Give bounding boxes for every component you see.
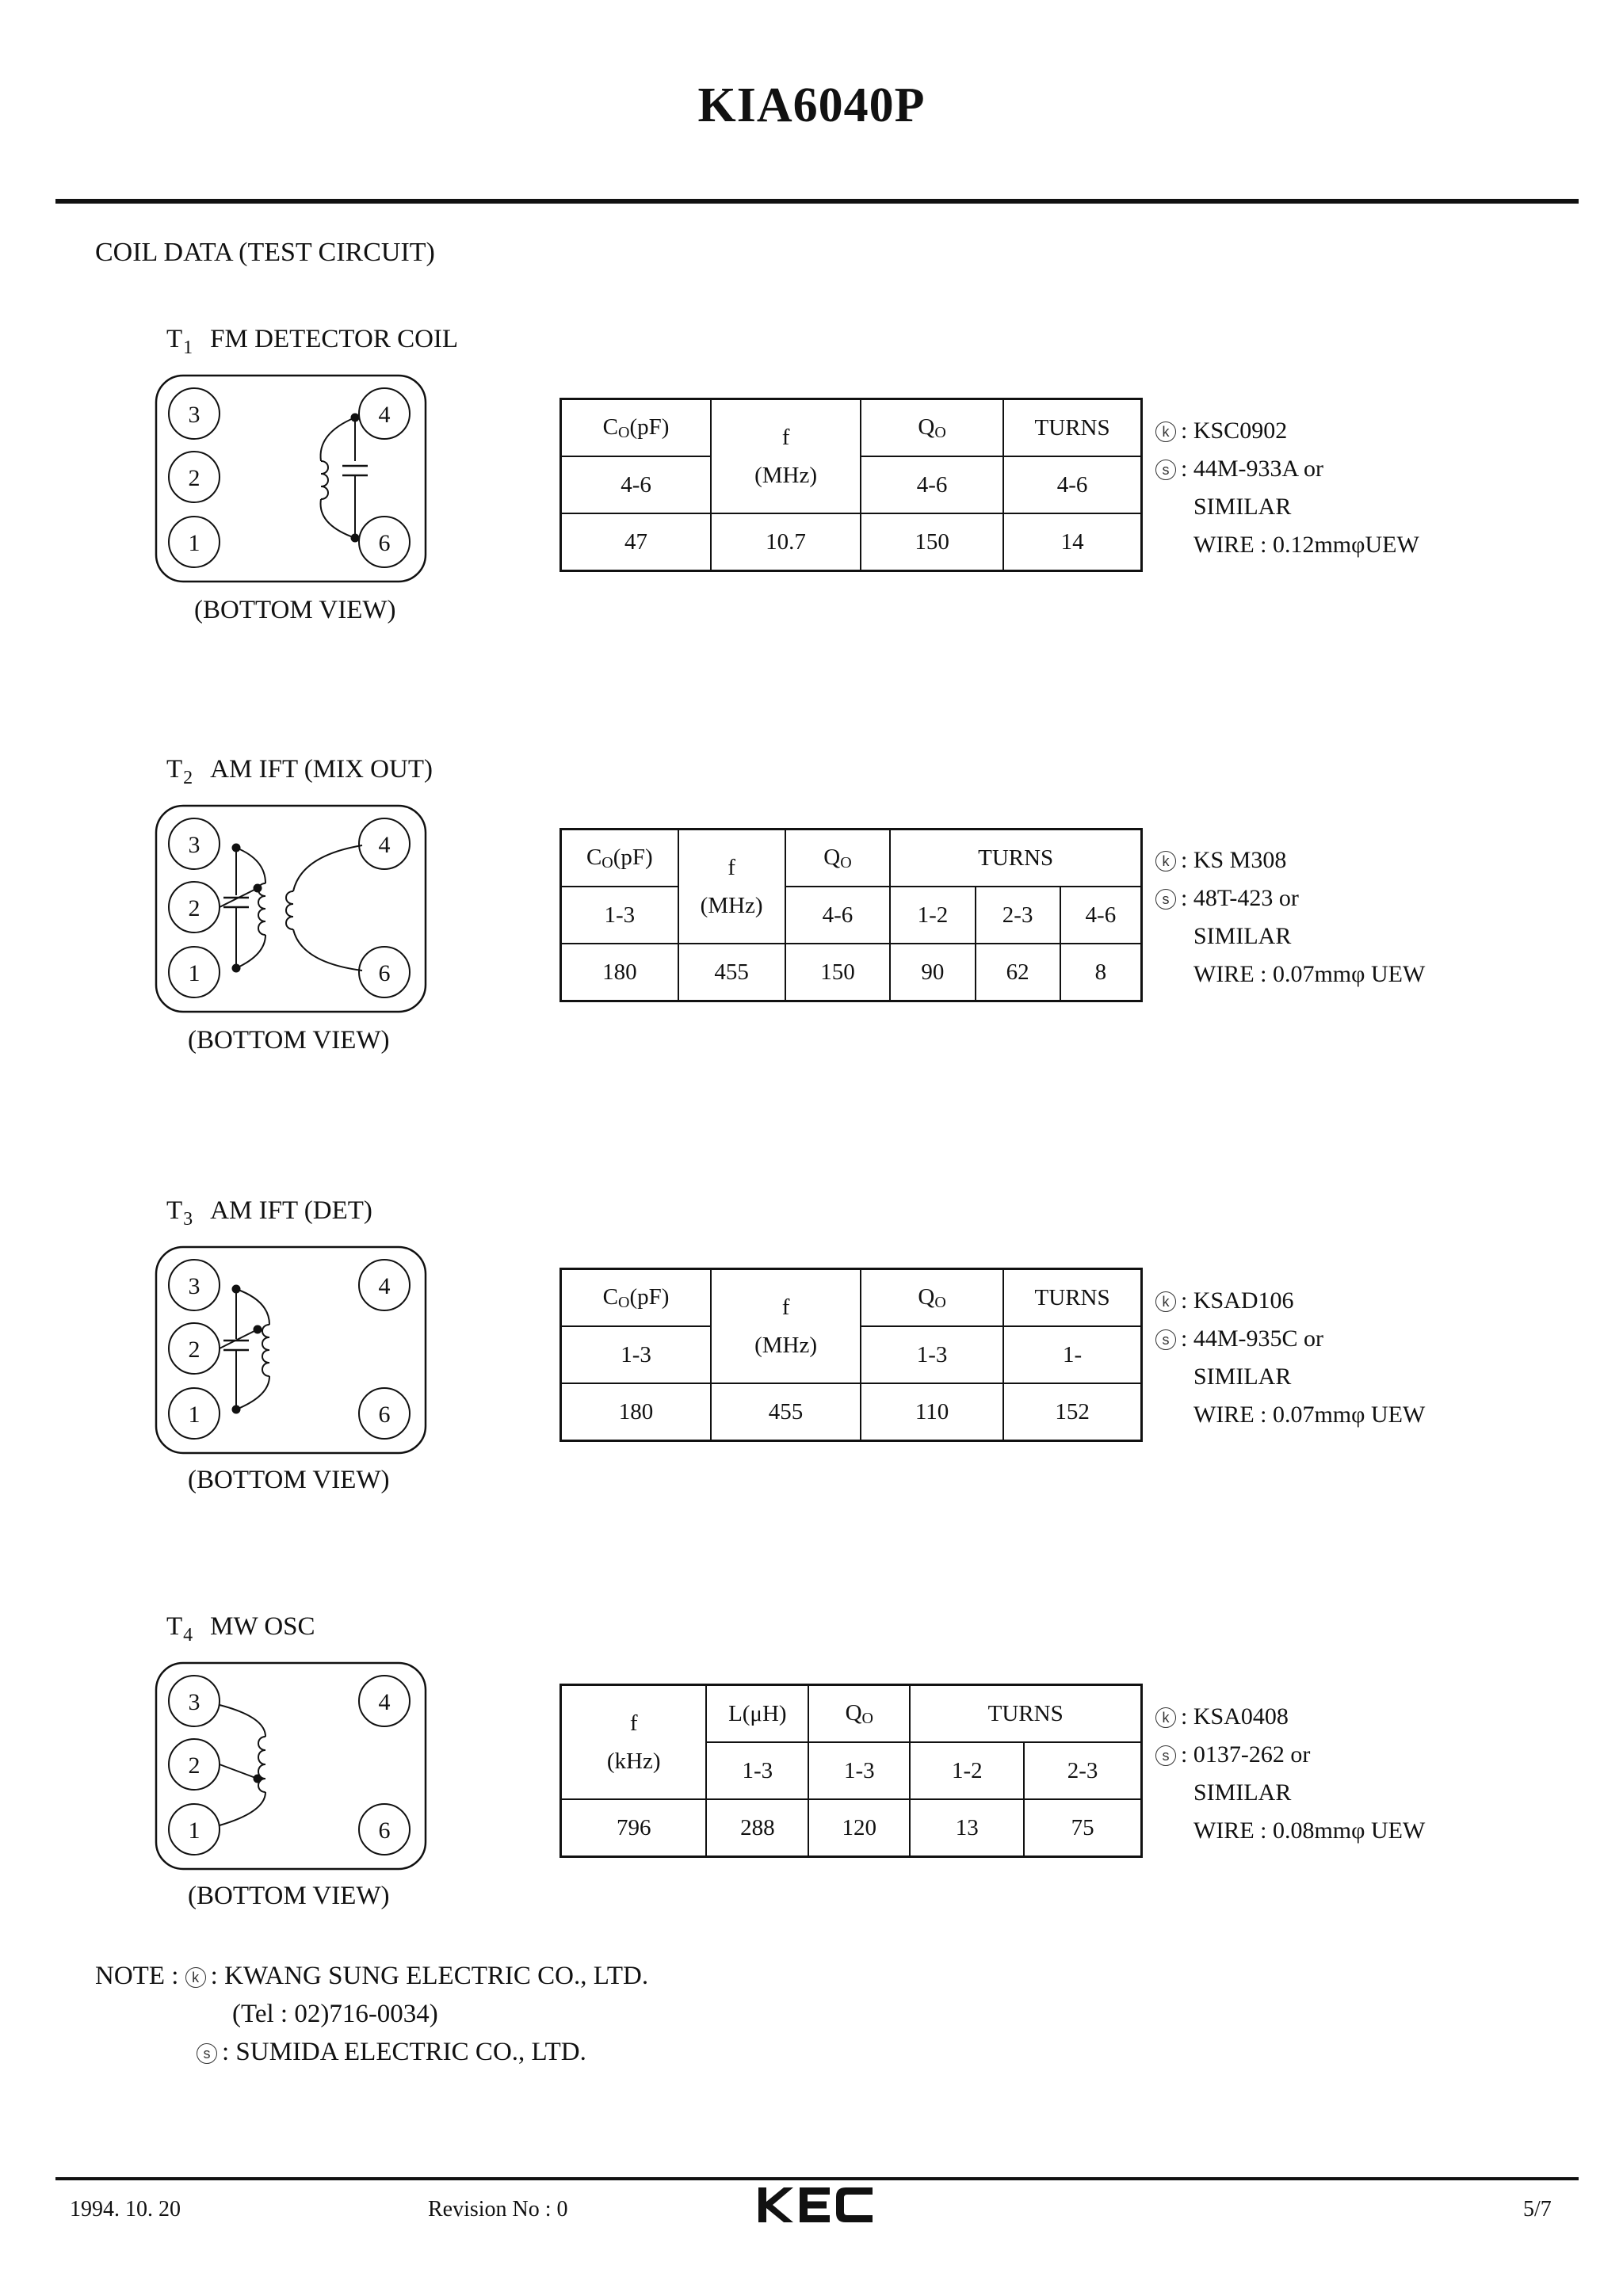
pin-6 [359, 947, 410, 997]
kec-logo [757, 2183, 874, 2227]
svg-text:3: 3 [188, 1273, 200, 1299]
footer-date: 1994. 10. 20 [70, 2197, 181, 2222]
coil-title-t1: $T_1$ FM DETECTOR COIL [166, 325, 459, 358]
svg-text:1: 1 [188, 960, 200, 986]
svg-text:2: 2 [188, 1337, 200, 1363]
bottom-view-label: (BOTTOM VIEW) [188, 1882, 390, 1910]
pin-2 [169, 1323, 220, 1374]
coil-title-t2: $T_2$ AM IFT (MIX OUT) [166, 755, 433, 788]
svg-text:1: 1 [188, 1402, 200, 1428]
pin-6 [359, 1804, 410, 1855]
coil-winding-symbol [321, 414, 368, 542]
svg-text:6: 6 [378, 1402, 391, 1428]
svg-text:2: 2 [188, 465, 200, 491]
t2-pin-diagram [155, 804, 428, 1014]
svg-text:2: 2 [188, 895, 200, 921]
pin-4 [359, 1676, 410, 1726]
pin-6 [359, 1388, 410, 1439]
svg-text:4: 4 [378, 402, 391, 428]
coil-title-t4: $T_4$ MW OSC [166, 1612, 315, 1646]
pin-1 [169, 1388, 220, 1439]
svg-text:1: 1 [188, 1817, 200, 1844]
pin-3 [169, 1676, 220, 1726]
t2-spec-table: CO(pF) f (MHz) QO TURNS 1-3 4-6 1-2 2-3 4-6 180 455 150 90 62 8 [559, 828, 1143, 1002]
t2-supplier-info: k : KS M308 s : 48T-423 or SIMILAR WIRE : 0.07mmφ UEW [1155, 841, 1425, 994]
bottom-view-label: (BOTTOM VIEW) [188, 1466, 390, 1494]
pin-3 [169, 388, 220, 439]
kwang-sung-mark: k [185, 1967, 206, 1988]
sumida-mark: s [1155, 889, 1176, 910]
pin-3 [169, 1260, 220, 1310]
t1-pin-diagram [155, 374, 428, 584]
note-block: NOTE : k : KWANG SUNG ELECTRIC CO., LTD. (Tel : 02)716-0034) s : SUMIDA ELECTRIC CO., LTD. [95, 1962, 649, 2066]
t3-supplier-info: k : KSAD106 s : 44M-935C or SIMILAR WIRE : 0.07mmφ UEW [1155, 1282, 1425, 1434]
sumida-mark: s [1155, 1745, 1176, 1766]
pin-2 [169, 1739, 220, 1790]
t4-pin-diagram [155, 1661, 428, 1871]
t4-supplier-info: k : KSA0408 s : 0137-262 or SIMILAR WIRE : 0.08mmφ UEW [1155, 1698, 1425, 1850]
sumida-mark: s [197, 2043, 217, 2064]
document-title: KIA6040P [697, 78, 926, 132]
pin-4 [359, 818, 410, 869]
coil-title-t3: $T_3$ AM IFT (DET) [166, 1196, 372, 1230]
pin-4 [359, 1260, 410, 1310]
pin-2 [169, 452, 220, 502]
svg-text:2: 2 [188, 1753, 200, 1779]
svg-text:6: 6 [378, 960, 391, 986]
pin-6 [359, 517, 410, 567]
bottom-view-label: (BOTTOM VIEW) [188, 1026, 390, 1055]
kwang-sung-mark: k [1155, 851, 1176, 871]
pin-1 [169, 947, 220, 997]
footer-rule [55, 2177, 1579, 2180]
pin-2 [169, 882, 220, 933]
coil-winding-symbol [220, 1705, 265, 1825]
pin-1 [169, 517, 220, 567]
svg-text:4: 4 [378, 1689, 391, 1715]
svg-text:6: 6 [378, 530, 391, 556]
svg-text:6: 6 [378, 1817, 391, 1844]
kwang-sung-mark: k [1155, 1707, 1176, 1728]
section-title: COIL DATA (TEST CIRCUIT) [95, 238, 435, 267]
t1-spec-table: CO(pF) f (MHz) QO TURNS 4-6 4-6 4-6 47 10.7 150 14 [559, 398, 1143, 572]
pin-4 [359, 388, 410, 439]
t3-spec-table: CO(pF) f (MHz) QO TURNS 1-3 1-3 1- 180 455 110 152 [559, 1268, 1143, 1442]
svg-text:3: 3 [188, 832, 200, 858]
coil-winding-symbol [220, 845, 362, 972]
svg-text:4: 4 [378, 832, 391, 858]
sumida-mark: s [1155, 1329, 1176, 1350]
header-rule [55, 199, 1579, 204]
pin-1 [169, 1804, 220, 1855]
t3-pin-diagram [155, 1245, 428, 1455]
svg-text:4: 4 [378, 1273, 391, 1299]
footer-revision: Revision No : 0 [428, 2197, 568, 2222]
coil-winding-symbol [220, 1286, 269, 1413]
bottom-view-label: (BOTTOM VIEW) [194, 596, 396, 624]
svg-text:3: 3 [188, 402, 200, 428]
sumida-mark: s [1155, 460, 1176, 480]
kwang-sung-mark: k [1155, 1291, 1176, 1312]
kwang-sung-mark: k [1155, 421, 1176, 442]
svg-text:1: 1 [188, 530, 200, 556]
svg-text:3: 3 [188, 1689, 200, 1715]
t4-spec-table: f (kHz) L(μH) QO TURNS 1-3 1-3 1-2 2-3 796 288 120 13 75 [559, 1684, 1143, 1858]
pin-3 [169, 818, 220, 869]
t1-supplier-info: k : KSC0902 s : 44M-933A or SIMILAR WIRE : 0.12mmφUEW [1155, 412, 1419, 564]
footer-page-number: 5/7 [1523, 2197, 1552, 2222]
